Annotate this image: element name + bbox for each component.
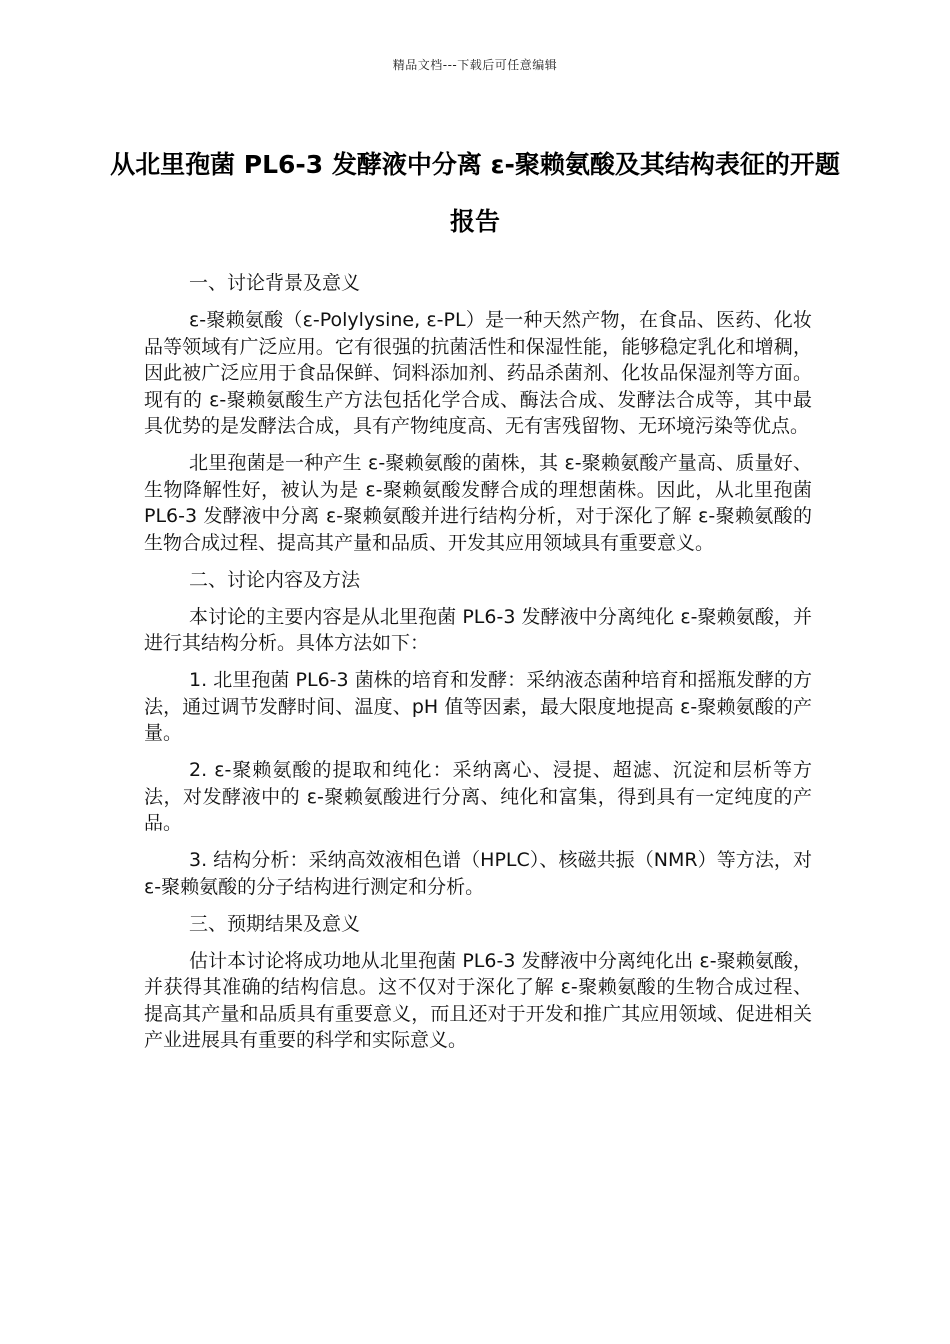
paragraph-background-1: ε-聚赖氨酸（ε-Polylysine, ε-PL）是一种天然产物，在食品、医药、化妆品等领域有广泛应用。它有很强的抗菌活性和保湿性能，能够稳定乳化和增稠，因此被广泛应用于食品保鲜、饲料添加剂、药品杀菌剂、化妆品保湿剂等方面。现有的 ε-聚赖氨酸生产方法包括化学合成、酶法合成、发酵法合成等，其中最具优势的是发酵法合成，具有产物纯度高、无有害残留物、无环境污染等优点。 — [144, 309, 812, 437]
paragraph-background-2: 北里孢菌是一种产生 ε-聚赖氨酸的菌株，其 ε-聚赖氨酸产量高、质量好、生物降解性好，被认为是 ε-聚赖氨酸发酵合成的理想菌株。因此，从北里孢菌 PL6-3 发酵液中分离 ε-聚赖氨酸并进行结构分析，对于深化了解 ε-聚赖氨酸的生物合成过程、提高其产量和品质、开发其应用领域具有重要意义。 — [144, 452, 812, 554]
paragraph-results: 估计本讨论将成功地从北里孢菌 PL6-3 发酵液中分离纯化出 ε-聚赖氨酸，并获得其准确的结构信息。这不仅对于深化了解 ε-聚赖氨酸的生物合成过程、提高其产量和品质具有重要意义，而且还对于开发和推广其应用领域、促进相关产业进展具有重要的科学和实际意义。 — [144, 949, 812, 1051]
section-heading-results: 三、预期结果及意义 — [189, 912, 361, 935]
paragraph-method-2: 2. ε-聚赖氨酸的提取和纯化：采纳离心、浸提、超滤、沉淀和层析等方法，对发酵液中的 ε-聚赖氨酸进行分离、纯化和富集，得到具有一定纯度的产品。 — [144, 759, 812, 834]
section-heading-background: 一、讨论背景及意义 — [189, 272, 361, 294]
paragraph-method-1: 1. 北里孢菌 PL6-3 菌株的培育和发酵：采纳液态菌种培育和摇瓶发酵的方法，通过调节发酵时间、温度、pH 值等因素，最大限度地提高 ε-聚赖氨酸的产量。 — [144, 669, 812, 744]
header-note: 精品文档---下载后可任意编辑 — [392, 58, 558, 72]
document-title: 从北里孢菌 PL6-3 发酵液中分离 ε-聚赖氨酸及其结构表征的开题报告 — [110, 150, 840, 236]
paragraph-method-3: 3. 结构分析：采纳高效液相色谱（HPLC）、核磁共振（NMR）等方法，对 ε-聚赖氨酸的分子结构进行测定和分析。 — [144, 849, 812, 898]
document-body — [144, 270, 812, 1064]
paragraph-methods-intro: 本讨论的主要内容是从北里孢菌 PL6-3 发酵液中分离纯化 ε-聚赖氨酸，并进行其结构分析。具体方法如下： — [144, 605, 812, 654]
section-heading-methods: 二、讨论内容及方法 — [189, 568, 361, 591]
